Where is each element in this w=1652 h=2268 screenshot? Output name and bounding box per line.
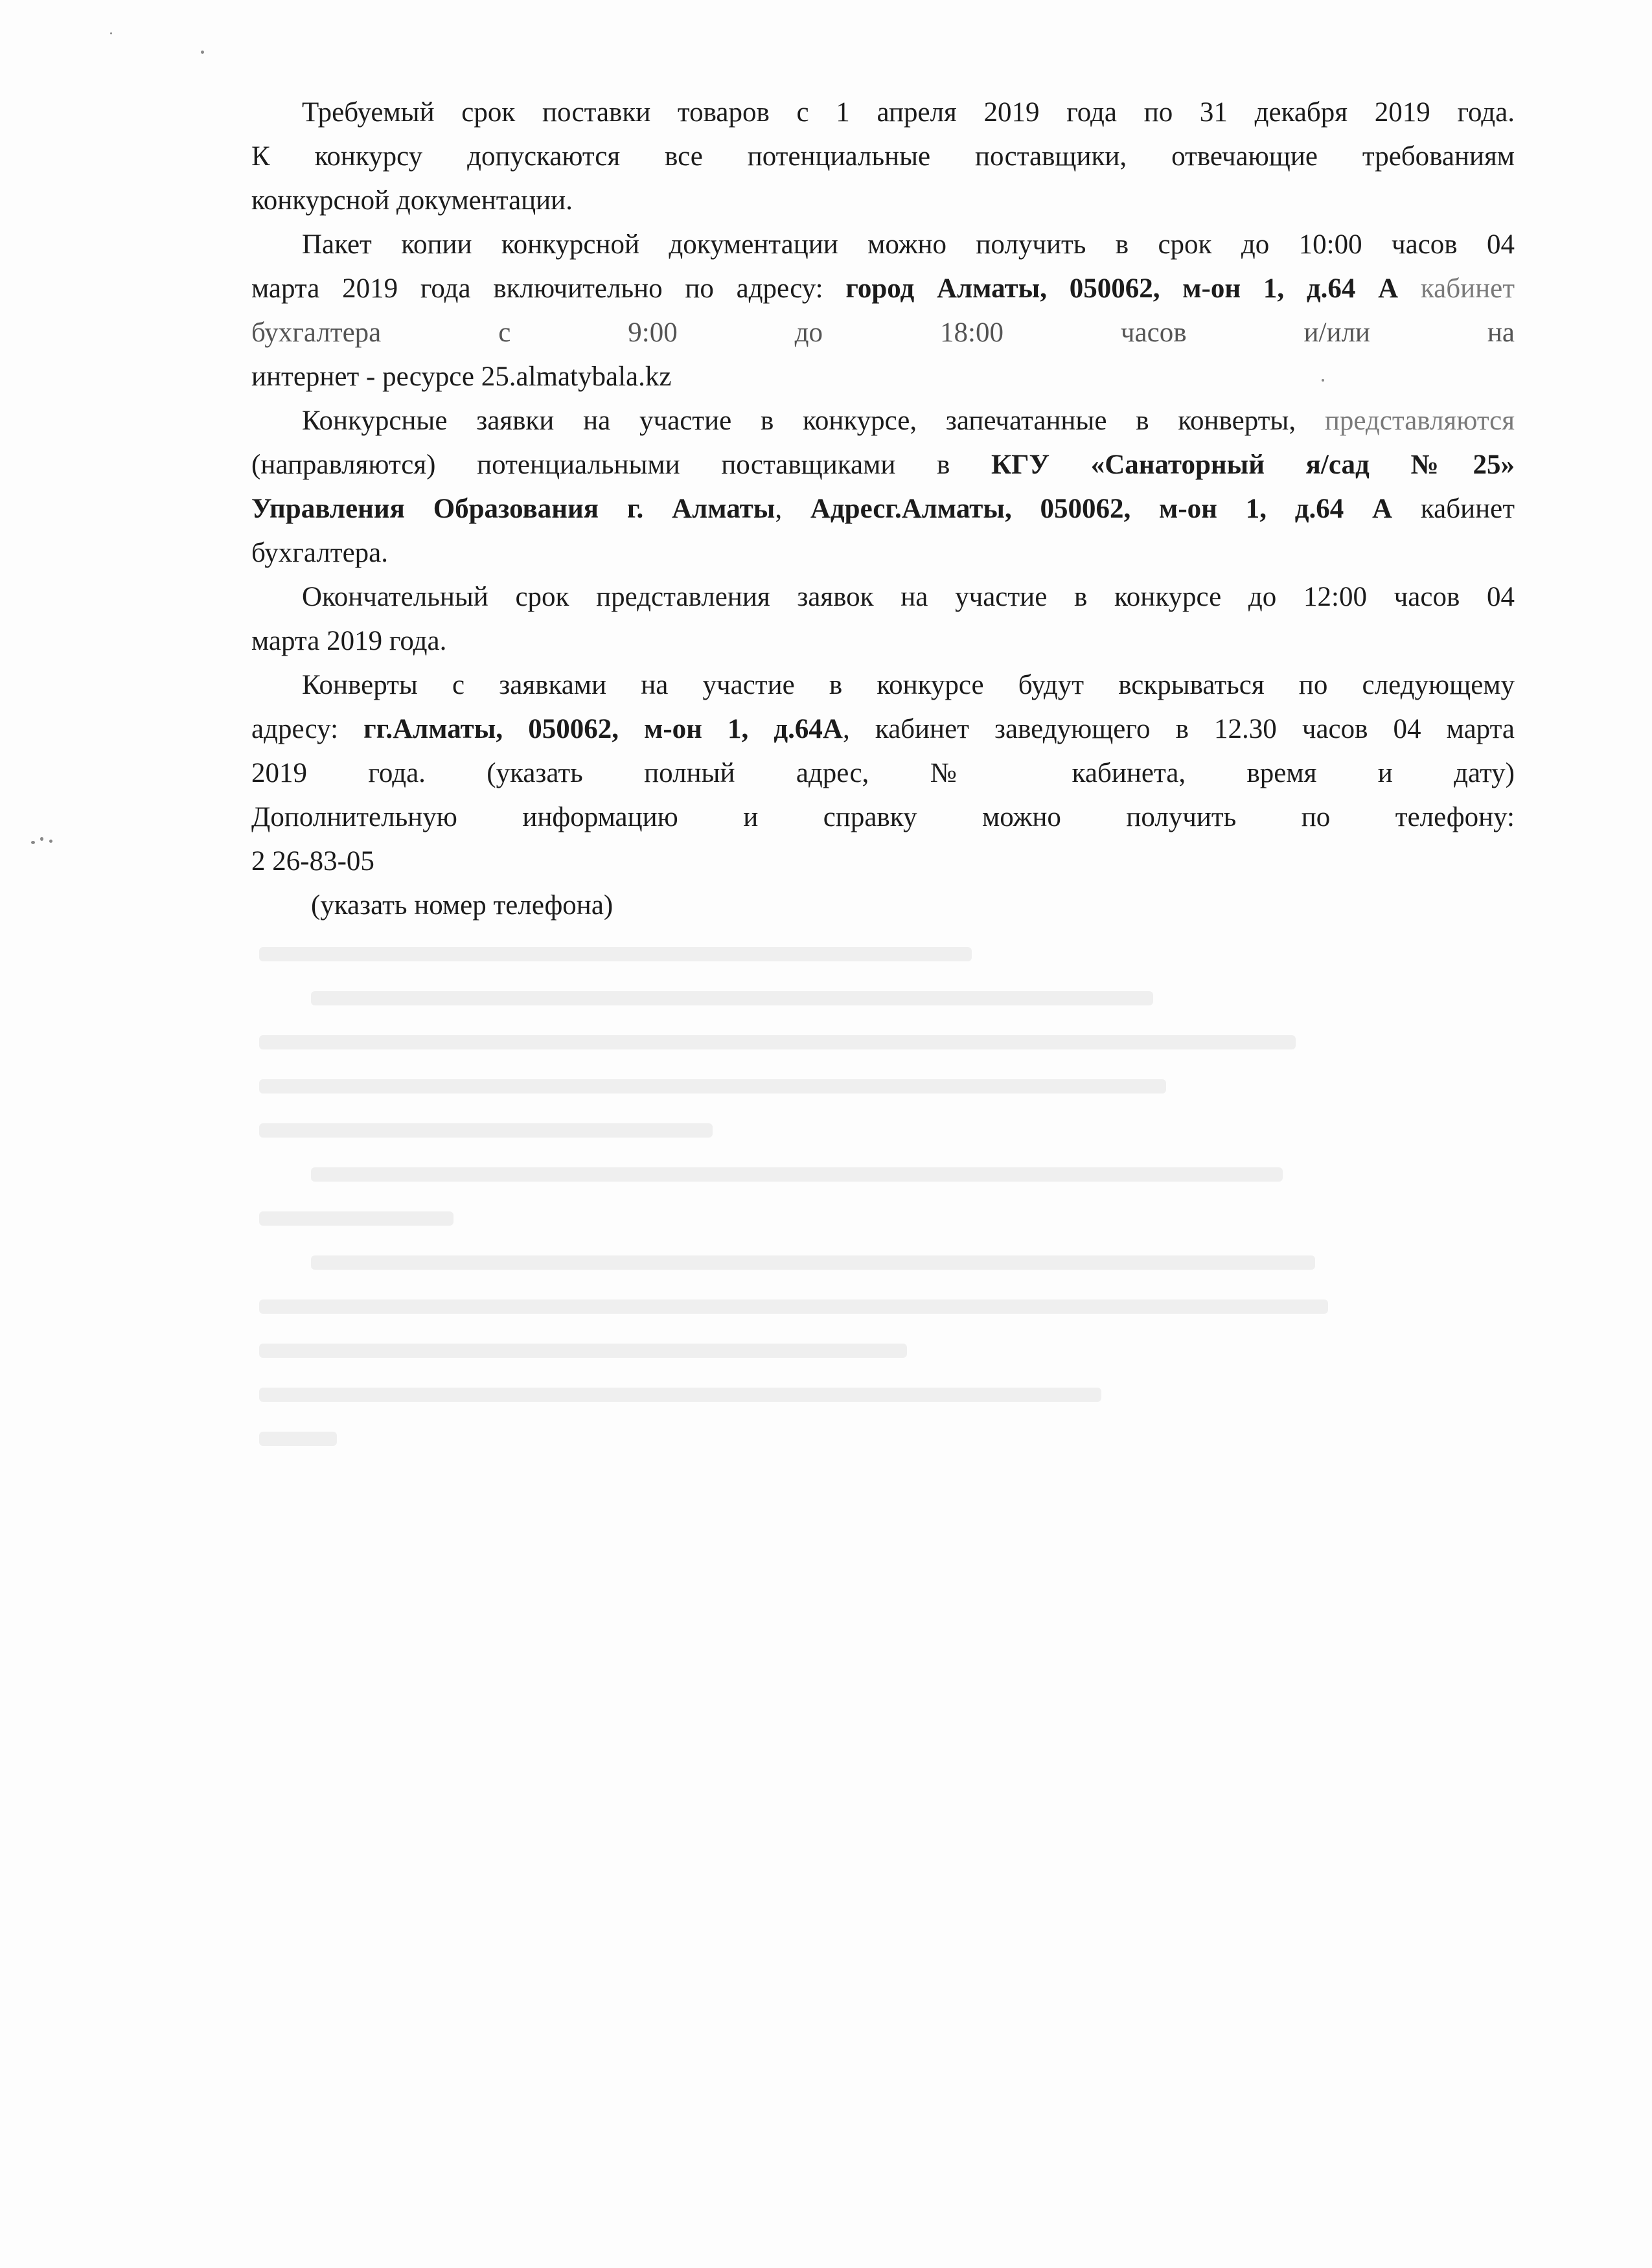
text-line <box>251 707 1515 751</box>
text-span: кабинет <box>1398 273 1515 304</box>
text-span: (направляются) потенциальными поставщиками в <box>251 450 991 480</box>
scan-speck <box>110 32 112 34</box>
paragraph-bid-submission <box>251 399 1515 575</box>
address-bold: гг.Алматы, 050062, м-он 1, д.64А <box>363 714 843 744</box>
text-span: кабинет <box>1392 494 1515 524</box>
text-span: представляются <box>1324 406 1515 436</box>
text-line <box>251 487 1515 531</box>
text-line: бухгалтера. <box>251 538 389 568</box>
text-line: Дополнительную информацию и справку можно получить по телефону: <box>251 802 1515 832</box>
paragraph-delivery-terms <box>251 91 1515 223</box>
document-body <box>251 91 1515 928</box>
text-span: марта 2019 года включительно по адресу: <box>251 273 846 304</box>
text-line <box>251 399 1515 443</box>
scan-speck <box>201 51 204 54</box>
organization-bold: КГУ «Санаторный я/сад №25» <box>991 450 1515 480</box>
organization-bold: Управления Образования г. Алматы <box>251 494 775 524</box>
phone-number: 2 26-83-05 <box>251 846 374 876</box>
paragraph-deadline <box>251 575 1515 663</box>
scan-speck <box>49 840 52 843</box>
text-line: марта 2019 года. <box>251 626 447 656</box>
paragraph-documentation-package <box>251 223 1515 399</box>
text-line: К конкурсу допускаются все потенциальные поставщики, отвечающие требованиям <box>251 141 1515 172</box>
text-span: , <box>775 494 810 524</box>
text-span: Конкурсные заявки на участие в конкурсе, запечатанные в конверты, <box>302 406 1325 436</box>
text-line: Пакет копии конкурсной документации можно получить в срок до 10:00 часов 04 <box>302 229 1515 260</box>
text-line: Требуемый срок поставки товаров с 1 апреля 2019 года по 31 декабря 2019 года. <box>302 97 1515 128</box>
bleed-through-area <box>259 933 1490 1461</box>
text-line <box>251 443 1515 487</box>
scan-speck <box>40 837 43 841</box>
address-bold: Адресг.Алматы, 050062, м-он 1, д.64 А <box>810 494 1393 524</box>
text-line: 2019 года. (указать полный адрес, № кабинета, время и дату) <box>251 758 1515 788</box>
scan-speck <box>31 841 35 844</box>
text-line: Окончательный срок представления заявок на участие в конкурсе до 12:00 часов 04 <box>302 582 1515 612</box>
text-line: бухгалтера с 9:00 до 18:00 часов и/или на <box>251 317 1515 348</box>
paragraph-opening-envelopes <box>251 663 1515 928</box>
text-line: интернет - ресурсе 25.almatybala.kz <box>251 361 672 392</box>
address-bold: город Алматы, 050062, м-он 1, д.64 А <box>845 273 1399 304</box>
text-line: конкурсной документации. <box>251 185 573 216</box>
text-line: Конверты с заявками на участие в конкурсе будут вскрываться по следующему <box>302 670 1515 700</box>
text-span: адресу: <box>251 714 364 744</box>
text-line <box>251 267 1515 311</box>
phone-note: (указать номер телефона) <box>311 890 614 921</box>
text-span: , кабинет заведующего в 12.30 часов 04 марта <box>842 714 1515 744</box>
